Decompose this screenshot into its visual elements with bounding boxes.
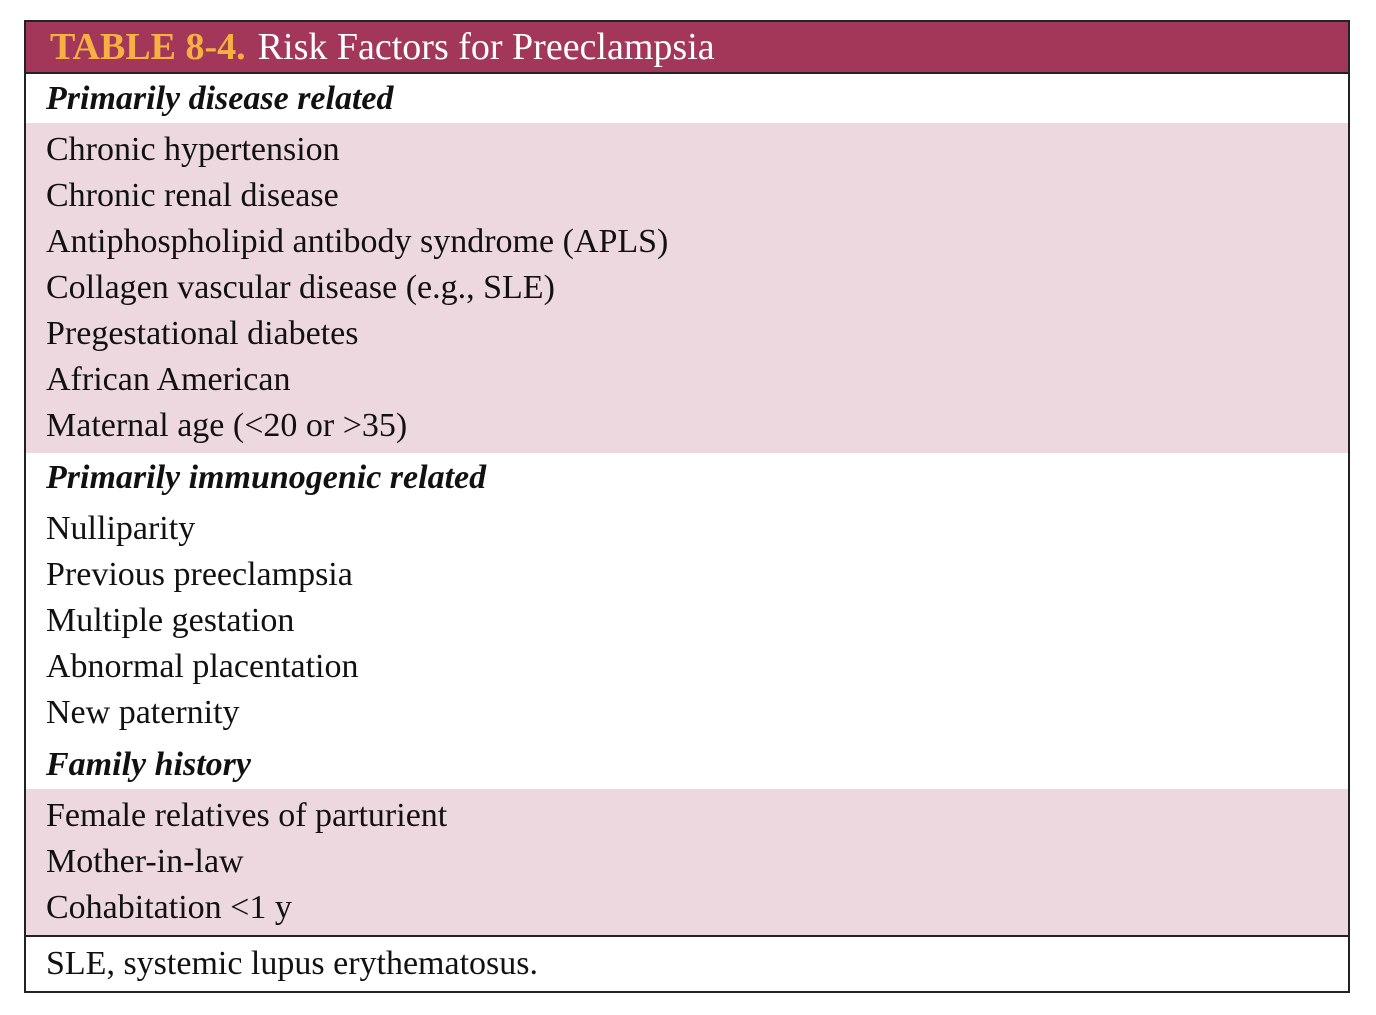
list-item: Pregestational diabetes [46, 315, 359, 352]
section-items-immunogenic [26, 502, 1348, 740]
list-item: Cohabitation <1 y [46, 889, 292, 926]
risk-factors-table [24, 20, 1350, 993]
list-item: Antiphospholipid antibody syndrome (APLS) [46, 223, 669, 260]
list-item: New paternity [46, 694, 240, 731]
section-items-disease [26, 123, 1348, 453]
table-footnote: SLE, systemic lupus erythematosus. [26, 935, 1348, 993]
list-item: African American [46, 361, 291, 398]
list-item: Maternal age (<20 or >35) [46, 407, 408, 444]
table-title-bar [26, 20, 1348, 74]
section-items-family [26, 789, 1348, 935]
table-title: Risk Factors for Preeclampsia [257, 26, 715, 68]
list-item: Chronic hypertension [46, 131, 340, 168]
section-heading-disease: Primarily disease related [26, 74, 1348, 123]
list-item: Mother-in-law [46, 843, 244, 880]
list-item: Female relatives of parturient [46, 797, 448, 834]
list-item: Multiple gestation [46, 602, 295, 639]
table-number: TABLE 8-4. [50, 26, 246, 68]
list-item: Nulliparity [46, 510, 196, 547]
section-heading-immunogenic: Primarily immunogenic related [26, 453, 1348, 502]
section-heading-family: Family history [26, 740, 1348, 789]
list-item: Collagen vascular disease (e.g., SLE) [46, 269, 555, 306]
list-item: Chronic renal disease [46, 177, 339, 214]
list-item: Abnormal placentation [46, 648, 359, 685]
list-item: Previous preeclampsia [46, 556, 353, 593]
